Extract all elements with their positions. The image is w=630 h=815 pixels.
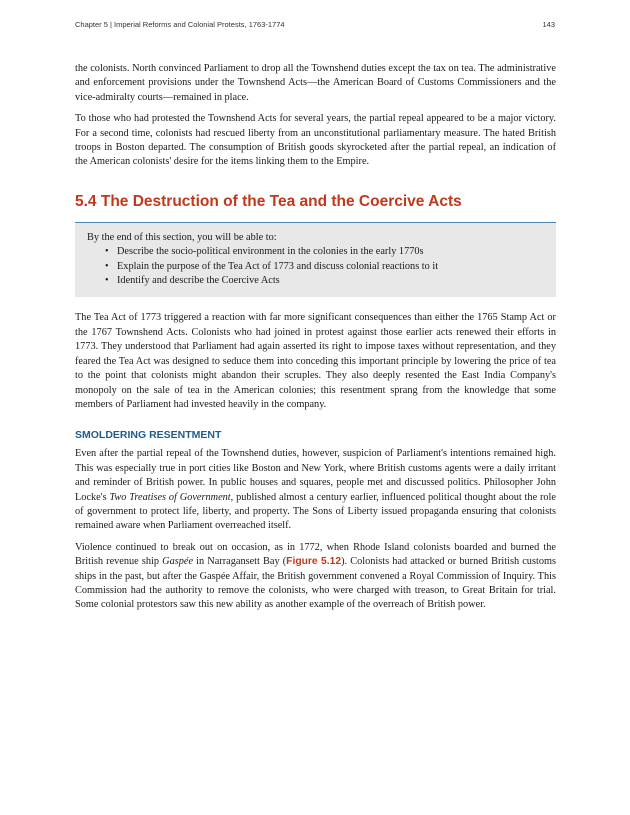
- section-title: 5.4 The Destruction of the Tea and the Coercive Acts: [75, 192, 462, 210]
- objectives-intro: By the end of this section, you will be able to:: [87, 231, 277, 243]
- book-title: Two Treatises of Government: [109, 491, 231, 503]
- objective-item: • Describe the socio-political environment in the colonies in the early 1770s: [117, 245, 544, 259]
- bullet-icon: •: [105, 260, 109, 272]
- objective-item: • Explain the purpose of the Tea Act of 1773 and discuss colonial reactions to it: [117, 260, 544, 274]
- smoldering-paragraph-2: Violence continued to break out on occasion, as in 1772, when Rhode Island colonists boarded and burned the British revenue ship Gaspée in Narragansett Bay (Figure 5.12). Colonists had attacked or burned British customs ships in the past, but after the Gaspée Affair, the British government convened a Royal Commission of Inquiry. This Commission had the authority to remove the colonists, who were charged with treason, to Great Britain for trial. Some colonial protestors saw this new ability as another example of the overreach of British power.: [75, 541, 556, 611]
- smoldering-paragraph-1: Even after the partial repeal of the Townshend duties, however, suspicion of Parliament's intentions remained high. This was especially true in port cities like Boston and New York, where British customs agents were a daily irritant and reminder of British power. In public houses and squares, people met and discussed politics. Philosopher John Locke's Two Treatises of Government, published almost a century earlier, influenced political thought about the role of government to protect life, liberty, and property. The Sons of Liberty issued propaganda ensuring that colonists remained aware when Parliament overreached itself.: [75, 448, 556, 532]
- tea-act-paragraph: The Tea Act of 1773 triggered a reaction with far more significant consequences than either the 1765 Stamp Act or the 1767 Townshend Acts. Colonists who had joined in protest against those earlier acts renewed their efforts in 1773. They understood that Parliament had again asserted its right to impose taxes without representation, and they feared the Tea Act was designed to seduce them into conceding this important principle by lowering the price of tea to the point that colonists might abandon their scruples. They also deeply resented the East India Company's monopoly on the sale of tea in the American colonies; this resentment sprang from the knowledge that some members of Parliament had invested heavily in the company.: [75, 312, 556, 410]
- body-content: [75, 62, 556, 620]
- page-number: 143: [542, 20, 555, 29]
- bullet-icon: •: [105, 275, 109, 287]
- learning-objectives-box: [75, 223, 556, 298]
- subsection-title: SMOLDERING RESENTMENT: [75, 429, 222, 442]
- running-header: [75, 20, 555, 29]
- objectives-list: [87, 245, 544, 288]
- intro-paragraph-2: To those who had protested the Townshend Acts for several years, the partial repeal appeared to be a major victory. For a second time, colonists had rescued liberty from an unconstitutional parliamentary measure. The hated British troops in Boston departed. The consumption of British goods skyrocketed after the partial repeal, an indication of the American colonists' desire for the items linking them to the Empire.: [75, 113, 556, 168]
- bullet-icon: •: [105, 246, 109, 258]
- figure-link[interactable]: Figure 5.12: [286, 556, 342, 568]
- objective-item: • Identify and describe the Coercive Acts: [117, 274, 544, 288]
- chapter-title: Chapter 5 | Imperial Reforms and Colonial Protests, 1763-1774: [75, 20, 285, 29]
- intro-paragraph-1: the colonists. North convinced Parliament to drop all the Townshend duties except the tax on tea. The administrative and enforcement provisions under the Townshend Acts—the American Board of Customs Commissioners and the vice-admiralty courts—remained in place.: [75, 63, 556, 103]
- ship-name: Gaspée: [162, 556, 194, 568]
